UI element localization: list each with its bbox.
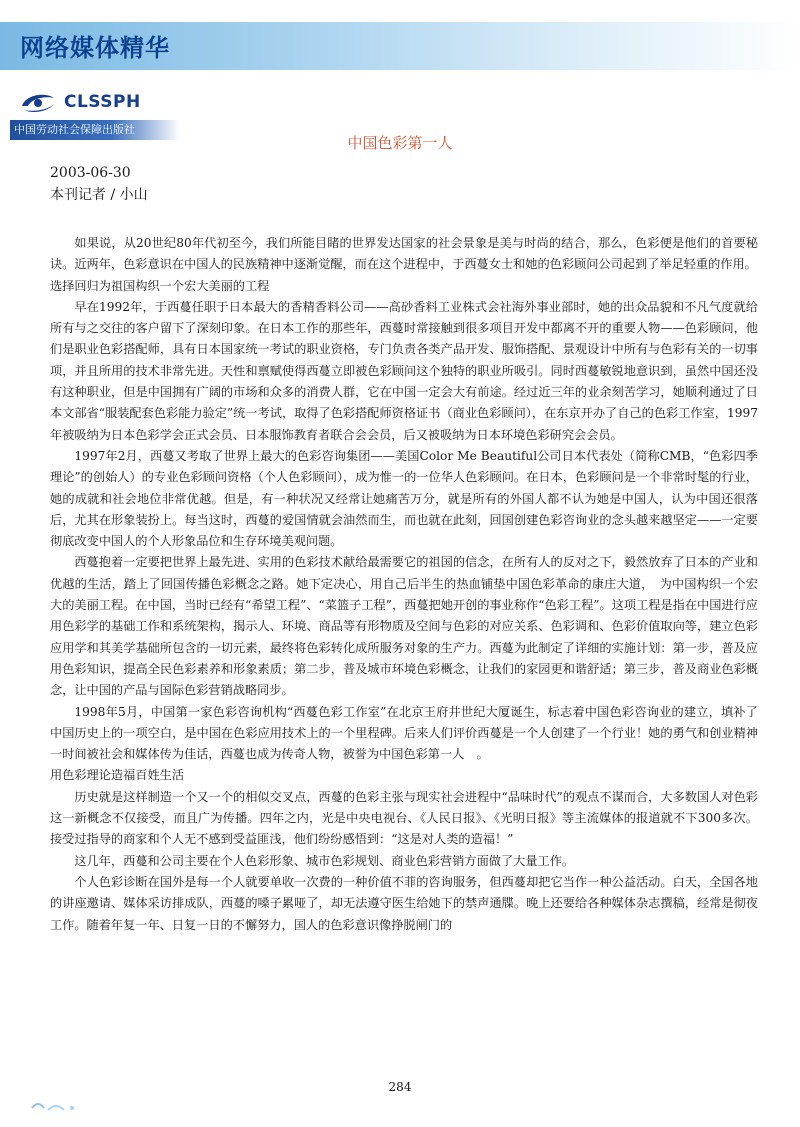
section-banner: [0, 22, 800, 70]
paragraph: 个人色彩诊断在国外是每一个人就要单收一次费的一种价值不菲的咨询服务，但西蔓却把它当作一种公益活动。白天，全国各地的讲座邀请、媒体采访排成队，西蔓的嗓子累哑了，却无法遵守医生给她下的禁声通牒。晚上还要给各种媒体杂志撰稿，经常是彻夜工作。随着年复一年、日复一日的不懈努力，国人的色彩意识像挣脱闸门的: [50, 874, 758, 932]
article-body: [50, 233, 758, 936]
article-date: 2003-06-30: [50, 165, 131, 181]
article-meta: [50, 162, 148, 206]
paragraph: 西蔓抱着一定要把世界上最先进、实用的色彩技术献给最需要它的祖国的信念，在所有人的反对之下，毅然放弃了日本的产业和优越的生活，踏上了回国传播色彩概念之路。她下定决心，用自己后半生的热血铺垫中国色彩革命的康庄大道， 为中国构织一个宏大的美丽工程。在中国，当时已经有“希望工程”、“菜篮子工程”，西蔓把她开创的事业称作“色彩工程”。这项工程是指在中国进行应用色彩学的基础工作和系统架构，揭示人、环境、商品等有形物质及空间与色彩的对应关系、色彩调和、色彩价值取向等，建立色彩应用学和其美学基础所包含的一切元素，最终将色彩转化成所服务对象的生产力。西蔓为此制定了详细的实施计划：第一步，普及应用色彩知识，提高全民色彩素养和形象素质；第二步，普及城市环境色彩概念，让我们的家园更和谐舒适；第三步，普及商业色彩概念，让中国的产品与国际色彩营销战略同步。: [50, 555, 758, 698]
paragraph: 历史就是这样制造一个又一个的相似交叉点，西蔓的色彩主张与现实社会进程中“品味时代”的观点不谋而合，大多数国人对色彩这一新概念不仅接受，而且广为传播。四年之内，光是中央电视台、《人民日报》、《光明日报》等主流媒体的报道就不下300多次。接受过指导的商家和个人无不感到受益匪浅，他们纷纷感悟到：“这是对人类的造福！”: [50, 789, 758, 847]
paragraph: 如果说，从20世纪80年代初至今，我们所能目睹的世界发达国家的社会景象是美与时尚的结合，那么，色彩便是他们的首要秘诀。近两年，色彩意识在中国人的民族精神中逐渐觉醒，而在这个进程中，于西蔓女士和她的色彩顾问公司起到了举足轻重的作用。: [50, 236, 758, 272]
publisher-name-strip: 中国劳动社会保障出版社: [10, 120, 180, 140]
paragraph: 这几年，西蔓和公司主要在个人色彩形象、城市色彩规划、商业色彩营销方面做了大量工作。: [74, 853, 575, 868]
section-heading: 选择回归为祖国构织一个宏大美丽的工程: [50, 278, 270, 293]
section-heading: 用色彩理论造福百姓生活: [50, 768, 185, 783]
article-title: 中国色彩第一人: [347, 134, 453, 152]
section-banner-title: 网络媒体精华: [20, 34, 170, 62]
paragraph: 1997年2月，西蔓又考取了世界上最大的色彩咨询集团——美国Color Me Beautiful公司日本代表处（简称CMB，“色彩四季理论”的创始人）的专业色彩顾问资格（个人色彩顾问），成为惟一的一位华人色彩顾问。在日本，色彩顾问是一个非常时髦的行业，她的成就和社会地位非常优越。但是，有一种状况又经常让她痛苦万分，就是所有的外国人都不认为她是中国人，认为中国还很落后，尤其在形象装扮上。每当这时，西蔓的爱国情就会油然而生，而也就在此刻，回国创建色彩咨询业的念头越来越坚定——一定要彻底改变中国人的个人形象品位和生存环境美观问题。: [50, 448, 758, 549]
swoosh-logo-icon: [18, 90, 58, 116]
paragraph: 1998年5月，中国第一家色彩咨询机构“西蔓色彩工作室”在北京王府井世纪大厦诞生，标志着中国色彩咨询业的建立，填补了中国历史上的一项空白，是中国在色彩应用技术上的一个里程碑。后来人们评价西蔓是一个人创建了一个行业！她的勇气和创业精神一时间被社会和媒体传为佳话，西蔓也成为传奇人物，被誉为中国色彩第一人 。: [50, 704, 758, 762]
article-byline: 本刊记者 / 小山: [50, 187, 148, 203]
corner-decoration-icon: [30, 1098, 80, 1114]
paragraph: 早在1992年，于西蔓任职于日本最大的香精香料公司——高砂香料工业株式会社海外事业部时，她的出众品貌和不凡气度就给所有与之交往的客户留下了深刻印象。在日本工作的那些年，西蔓时常接触到很多项目开发中都离不开的重要人物——色彩顾问，他们是职业色彩搭配师，具有日本国家统一考试的职业资格，专门负责各类产品开发、服饰搭配、景观设计中所有与色彩有关的一切事项，并且所用的技术非常先进。天性和禀赋使得西蔓立即被色彩顾问这个独特的职业所吸引。同时西蔓敏锐地意识到，虽然中国还没有这种职业，但是中国拥有广阔的市场和众多的消费人群，它在中国一定会大有前途。经过近三年的业余刻苦学习，她顺利通过了日本文部省“服装配套色彩能力验定”统一考试，取得了色彩搭配师资格证书（商业色彩顾问），在东京开办了自己的色彩工作室，1997年被吸纳为日本色彩学会正式会员、日本服饰教育者联合会会员，后又被吸纳为日本环境色彩研究会会员。: [50, 299, 758, 442]
publisher-logo-text: CLSSPH: [64, 92, 141, 112]
page-number: 284: [388, 1080, 412, 1094]
